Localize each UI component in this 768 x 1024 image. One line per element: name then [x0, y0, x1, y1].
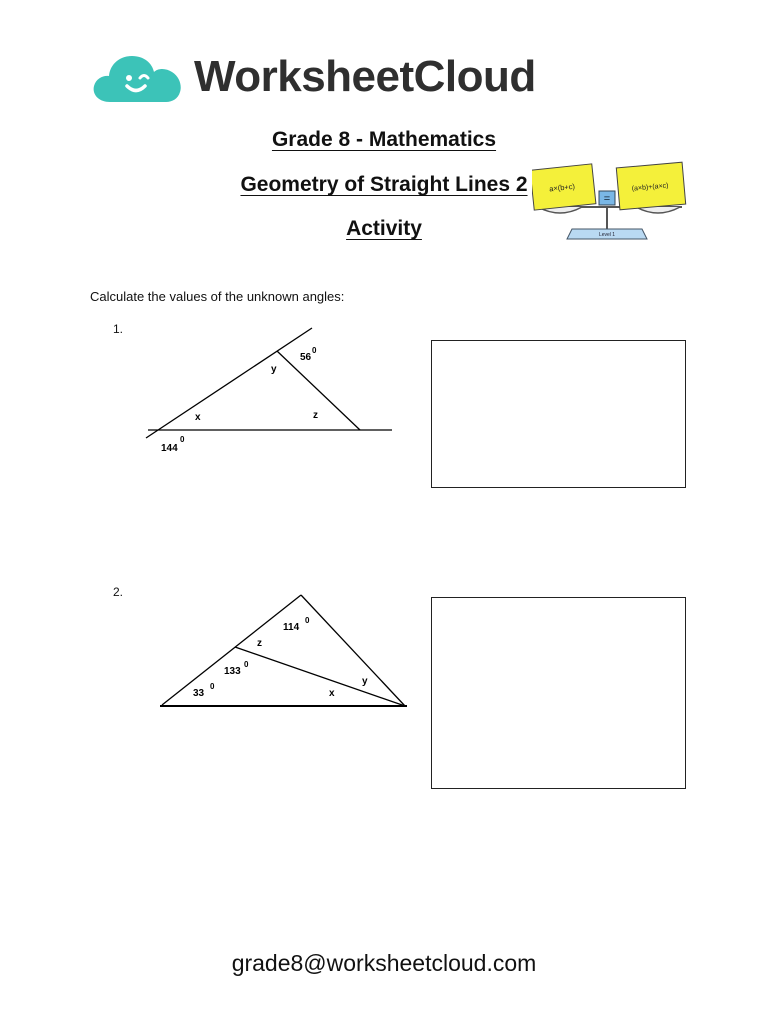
activity-title: Activity	[346, 217, 422, 240]
question-1-number: 1.	[113, 322, 124, 336]
left-transversal	[146, 328, 312, 438]
footer-email[interactable]: grade8@worksheetcloud.com	[231, 950, 537, 976]
brand-name: WorksheetCloud	[194, 52, 536, 101]
degree-symbol: 0	[312, 346, 317, 355]
angle-z-label: z	[313, 410, 318, 421]
angle-33-label: 33	[193, 688, 205, 699]
angle-133-label: 133	[224, 666, 241, 677]
scale-base-label: Level 1	[598, 232, 616, 238]
worksheetcloud-logo	[92, 50, 592, 110]
equals-symbol: =	[603, 193, 611, 205]
angle-x-label: x	[195, 412, 201, 423]
question-2-number: 2.	[113, 585, 124, 599]
degree-symbol: 0	[305, 616, 310, 625]
right-side	[301, 595, 405, 706]
balance-scale-image	[532, 155, 692, 245]
angle-y-label: y	[362, 676, 368, 687]
angle-56-label: 56	[300, 352, 312, 363]
degree-symbol: 0	[180, 435, 185, 444]
topic-title: Geometry of Straight Lines 2	[240, 173, 528, 196]
degree-symbol: 0	[210, 682, 215, 691]
grade-title: Grade 8 - Mathematics	[271, 128, 497, 151]
left-side	[162, 595, 301, 705]
cevian-line	[235, 647, 405, 706]
instruction-text: Calculate the values of the unknown angles:	[90, 289, 345, 304]
cloud-smile-icon	[92, 50, 184, 106]
left-formula-text: a×(b+c)	[548, 181, 576, 194]
right-side	[277, 351, 360, 430]
question-1-answer-box[interactable]	[431, 340, 686, 488]
degree-symbol: 0	[244, 660, 249, 669]
angle-z-label: z	[257, 638, 262, 649]
angle-144-label: 144	[161, 443, 178, 454]
question-2-diagram	[155, 590, 415, 715]
angle-x-label: x	[329, 688, 335, 699]
angle-y-label: y	[271, 364, 277, 375]
angle-114-label: 114	[283, 622, 300, 633]
question-2-answer-box[interactable]	[431, 597, 686, 789]
question-1-diagram	[140, 320, 400, 460]
right-formula-text: (a×b)+(a×c)	[631, 182, 669, 193]
